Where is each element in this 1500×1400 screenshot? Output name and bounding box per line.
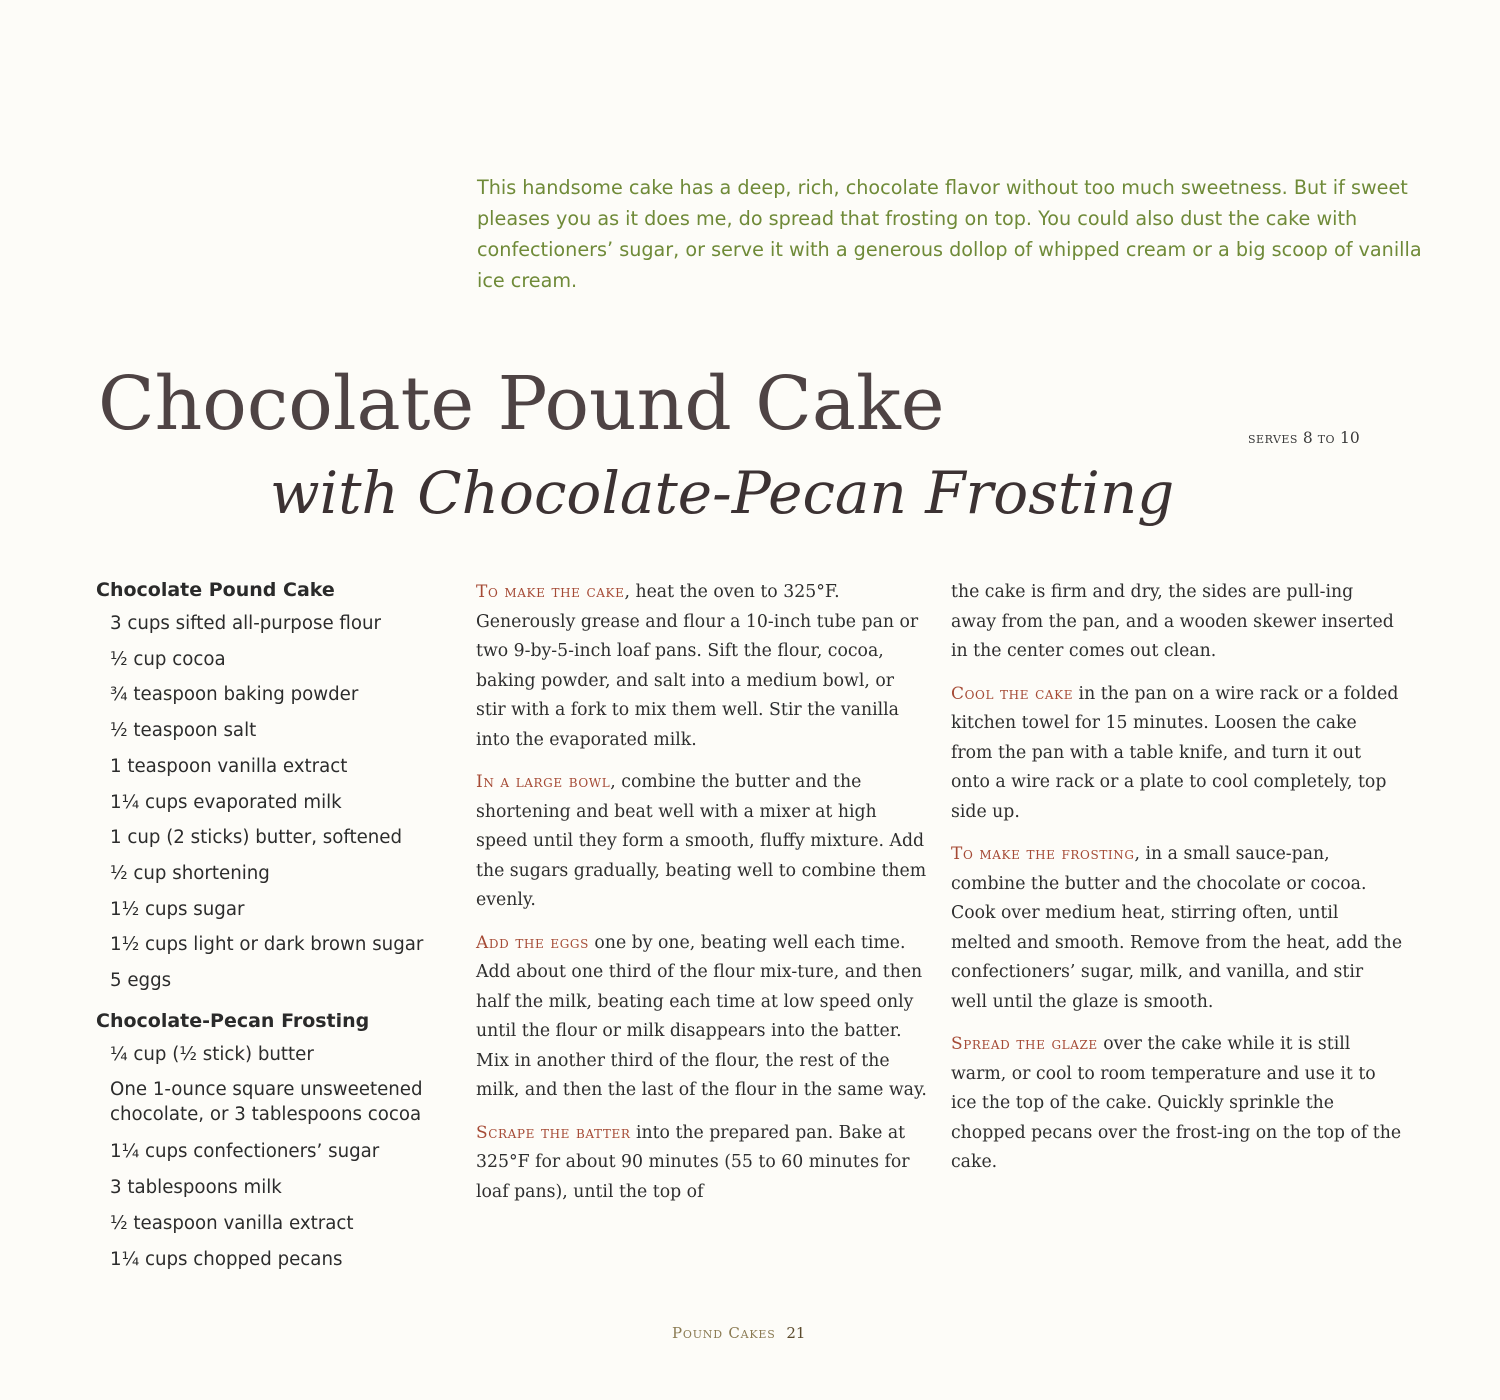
ingredient-item: 1 cup (2 sticks) butter, softened bbox=[110, 827, 403, 849]
instruction-step bbox=[951, 680, 1403, 828]
instruction-step bbox=[476, 1119, 928, 1208]
page-number: 21 bbox=[786, 1324, 806, 1342]
step-lead: Scrape the batter bbox=[476, 1122, 631, 1143]
ingredient-item: 3 tablespoons milk bbox=[110, 1177, 282, 1199]
step-lead: To make the cake bbox=[476, 582, 625, 602]
ingredient-item: 1¼ cups chopped pecans bbox=[110, 1248, 343, 1270]
ingredient-item: 1½ cups light or dark brown sugar bbox=[110, 934, 424, 956]
step-text: in the pan on a wire rack or a folded kitchen towel for 15 minutes. Loosen the cake from the pan with a table knife, and turn it out onto a wire rack or a plate to cool completely, top side up. bbox=[951, 683, 1399, 822]
ingredient-item: ½ teaspoon vanilla extract bbox=[110, 1212, 354, 1234]
ingredient-item: 5 eggs bbox=[110, 970, 172, 992]
instruction-step bbox=[476, 578, 928, 755]
ingredient-item: 1 teaspoon vanilla extract bbox=[110, 755, 348, 777]
frosting-ingredients-heading: Chocolate-Pecan Frosting bbox=[96, 1009, 370, 1032]
instruction-step bbox=[951, 840, 1403, 1017]
step-text: one by one, beating well each time. Add about one third of the flour mix-ture, and then half the milk, beating each time at low speed only until the flour or milk disappears into the batter. Mix in another third of the flour, the rest of the milk, and then the last of the flour in the same way. bbox=[476, 932, 927, 1100]
ingredient-item: ½ cup shortening bbox=[110, 862, 270, 884]
ingredients-column bbox=[96, 574, 456, 1283]
serves-max: 10 bbox=[1340, 429, 1360, 447]
step-lead: To make the frosting bbox=[951, 844, 1135, 864]
instruction-step bbox=[476, 768, 928, 916]
step-lead: In a large bowl bbox=[476, 772, 611, 792]
ingredient-item: 1¼ cups confectioners’ sugar bbox=[110, 1141, 380, 1163]
instructions-column-1 bbox=[476, 578, 928, 1220]
ingredient-item: 3 cups sifted all-purpose flour bbox=[110, 613, 382, 634]
cake-ingredients-list bbox=[110, 606, 456, 999]
serves-label bbox=[1248, 429, 1360, 447]
ingredient-item: ½ cup cocoa bbox=[110, 648, 226, 670]
recipe-subtitle: with Chocolate-Pecan Frosting bbox=[270, 459, 1175, 527]
ingredient-item: ¾ teaspoon baking powder bbox=[110, 684, 359, 706]
ingredient-item: One 1-ounce square unsweetened chocolate, or 3 tablespoons cocoa bbox=[110, 1079, 423, 1126]
recipe-title: Chocolate Pound Cake bbox=[98, 361, 945, 447]
serves-min: 8 bbox=[1302, 429, 1313, 447]
step-text: over the cake while it is still warm, or cool to room temperature and use it to ice the top of the cake. Quickly sprinkle the chopped pecans over the frost-ing on the top of the cake. bbox=[951, 1034, 1402, 1172]
instruction-step bbox=[951, 578, 1403, 667]
step-text: , heat the oven to 325°F. Generously grease and flour a 10-inch tube pan or two 9-by-5-inch loaf pans. Sift the flour, cocoa, baking powder, and salt into a medium bowl, or stir with a fork to mix them well. Stir the vanilla into the evaporated milk. bbox=[476, 582, 919, 750]
ingredient-item: ¼ cup (½ stick) butter bbox=[110, 1043, 314, 1065]
frosting-ingredients-list bbox=[110, 1037, 456, 1278]
ingredient-item: 1¼ cups evaporated milk bbox=[110, 791, 342, 813]
ingredient-item: ½ teaspoon salt bbox=[110, 720, 257, 742]
instructions-column-2 bbox=[951, 578, 1403, 1191]
ingredient-item: 1½ cups sugar bbox=[110, 898, 245, 920]
step-text: the cake is firm and dry, the sides are pull-ing away from the pan, and a wooden skewer inserted in the center comes out clean. bbox=[951, 582, 1394, 661]
serves-to: to bbox=[1317, 429, 1336, 447]
page-footer bbox=[672, 1324, 805, 1342]
serves-word: serves bbox=[1248, 429, 1298, 447]
step-text: into the prepared pan. Bake at 325°F for about 90 minutes (55 to 60 minutes for loaf pans), until the top of bbox=[476, 1122, 910, 1202]
step-text: , combine the butter and the shortening and beat well with a mixer at high speed until they form a smooth, fluffy mixture. Add the sugars gradually, beating well to combine them evenly. bbox=[476, 772, 927, 910]
step-text: , in a small sauce-pan, combine the butter and the chocolate or cocoa. Cook over medium heat, stirring often, until melted and smooth. Remove from the heat, add the confectioners’ sugar, milk, and vanilla, and stir well until the glaze is smooth. bbox=[951, 844, 1403, 1012]
footer-section: Pound Cakes bbox=[672, 1324, 776, 1342]
intro-paragraph: This handsome cake has a deep, rich, chocolate flavor without too much sweetness. But if sweet pleases you as it does me, do spread that frosting on top. You could also dust the cake with confectioners’ sugar, or serve it with a generous dollop of whipped cream or a big scoop of vanilla ice cream. bbox=[477, 176, 1422, 292]
step-lead: Cool the cake bbox=[951, 683, 1074, 704]
instruction-step bbox=[476, 929, 928, 1106]
step-lead: Add the eggs bbox=[476, 932, 589, 953]
instruction-step bbox=[951, 1030, 1403, 1178]
step-lead: Spread the glaze bbox=[951, 1034, 1098, 1054]
cake-ingredients-heading: Chocolate Pound Cake bbox=[96, 579, 335, 601]
